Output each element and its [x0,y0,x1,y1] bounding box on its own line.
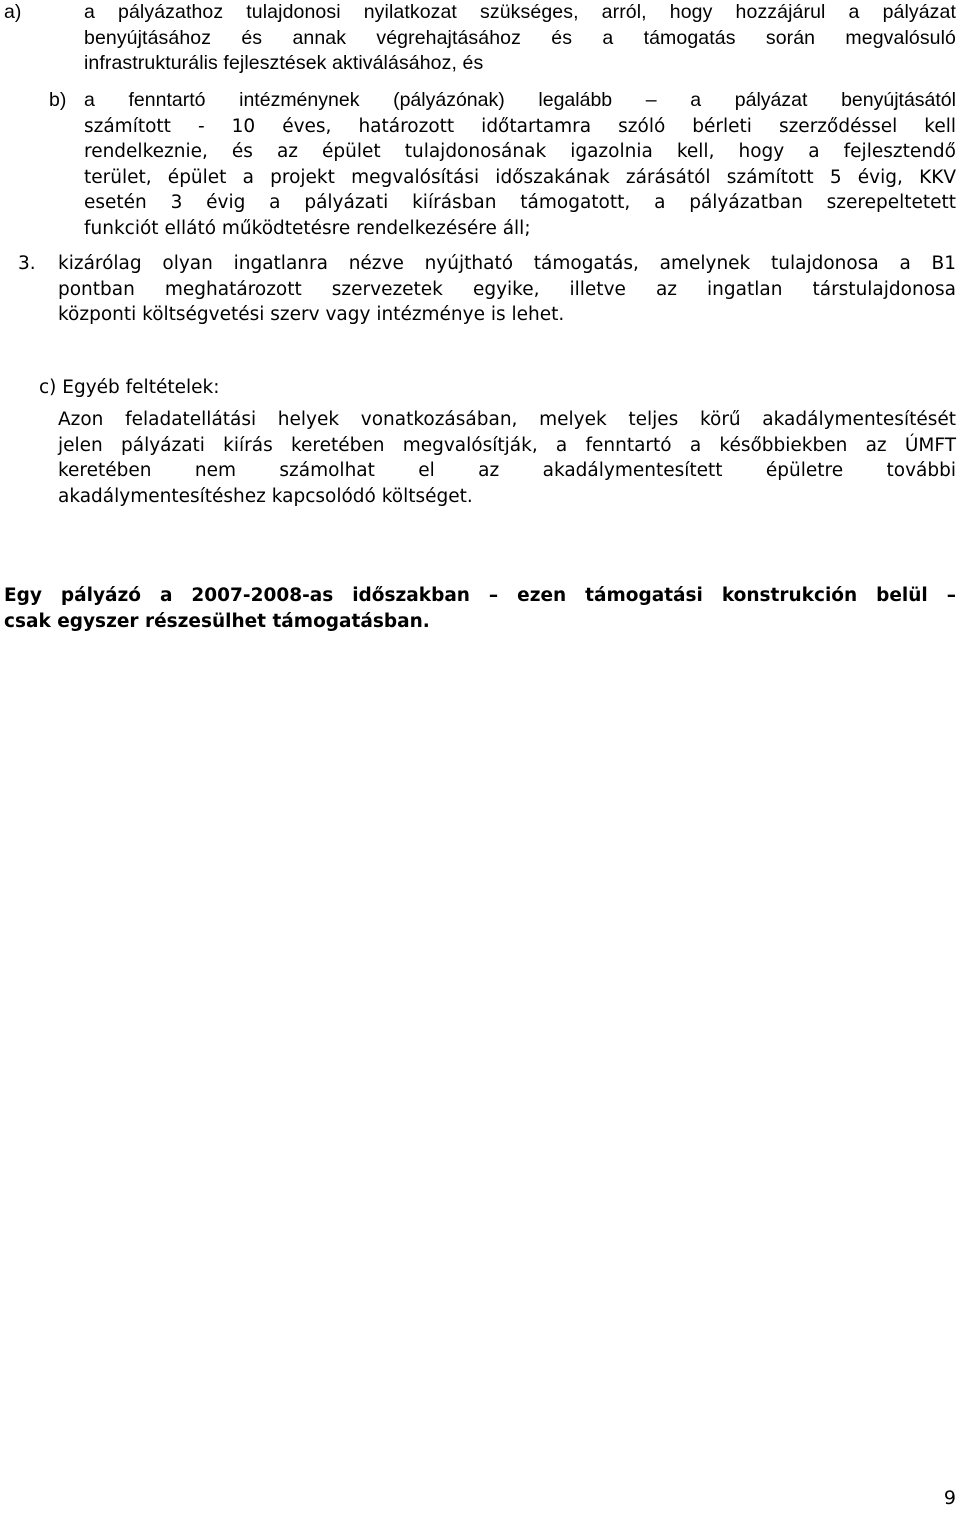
item-b-line: rendelkeznie, és az épület tulajdonosának igazolnia kell, hogy a fejlesztendő [84,141,956,162]
item-a-marker: a) [4,1,22,23]
section-c-line: Azon feladatellátási helyek vonatkozásában, melyek teljes körű akadálymentesítését [58,409,956,430]
section-c-line: jelen pályázati kiírás keretében megvalósítják, a fenntartó a későbbiekben az ÚMFT [58,434,956,456]
item-a-line: a pályázathoz tulajdonosi nyilatkozat szükséges, arról, hogy hozzájárul a pályázat [84,1,956,23]
bold-note-line: csak egyszer részesülhet támogatásban. [4,610,430,632]
item-b-line: számított - 10 éves, határozott időtartamra szóló bérleti szerződéssel kell [84,115,956,137]
item-a-line: infrastrukturális fejlesztések aktiválásához, és [84,52,484,74]
item-a-paragraph [84,0,956,77]
item-a-line: benyújtásához és annak végrehajtásához és a támogatás során megvalósuló [84,26,956,49]
section-c-line: akadálymentesítéshez kapcsolódó költséget. [58,485,473,507]
page-number: 9 [943,1487,956,1509]
item-3-marker: 3. [18,253,36,274]
item-3-paragraph [58,251,956,328]
bold-note [4,583,956,634]
bold-note-line: Egy pályázó a 2007-2008-as időszakban – ezen támogatási konstrukción belül – [4,585,956,606]
section-c-line: keretében nem számolhat el az akadálymentesített épületre további [58,460,956,481]
item-3-line: kizárólag olyan ingatlanra nézve nyújtható támogatás, amelynek tulajdonosa a B1 [58,253,956,274]
item-b-line: a fenntartó intézménynek (pályázónak) legalább – a pályázat benyújtásától [84,89,956,111]
item-b-paragraph [84,88,956,241]
item-b-line: esetén 3 évig a pályázati kiírásban támogatott, a pályázatban szerepeltetett [84,192,956,213]
item-3-line: központi költségvetési szerv vagy intézménye is lehet. [58,304,565,325]
item-b-line: terület, épület a projekt megvalósítási időszakának zárásától számított 5 évig, KKV [84,166,956,188]
item-3-line: pontban meghatározott szervezetek egyike, illetve az ingatlan társtulajdonosa [58,278,956,300]
item-b-line: funkciót ellátó működtetésre rendelkezésére áll; [84,217,531,239]
section-c-paragraph [58,407,956,509]
section-c-heading: c) Egyéb feltételek: [39,377,220,398]
item-b-marker: b) [49,89,67,111]
